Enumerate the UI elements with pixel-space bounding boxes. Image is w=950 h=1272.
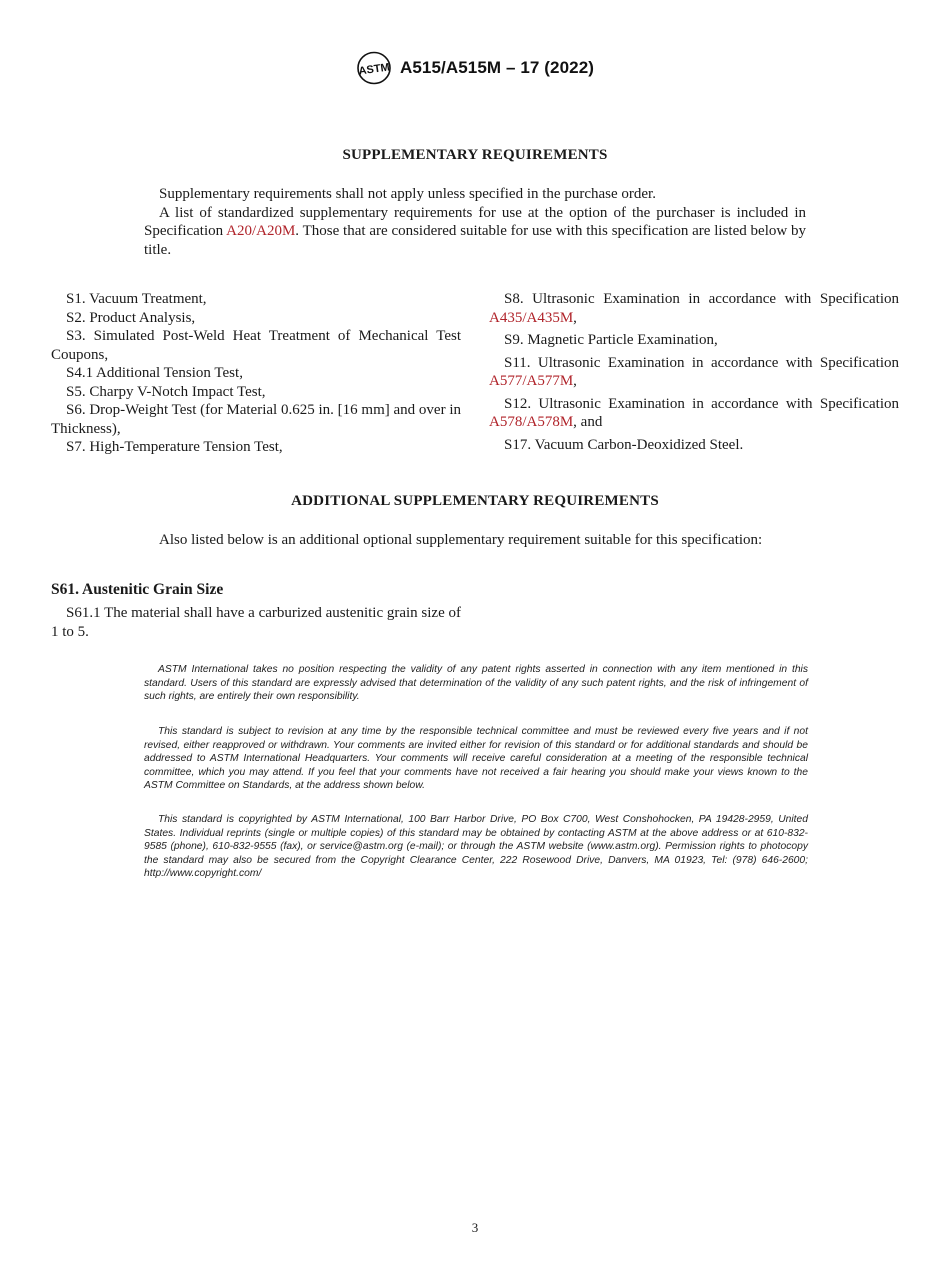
item-text: S9. Magnetic Particle Examination,: [504, 332, 718, 348]
legal-copyright-notice: This standard is copyrighted by ASTM International, 100 Barr Harbor Drive, PO Box C700, West Conshohocken, PA 19428-2959, United States. Individual reprints (single or multiple copies) of this standard may be obtained by contacting ASTM at the above address or at 610-832-9585 (phone), 610-832-9555 (fax), or service@astm.org (e-mail); or through the ASTM website (www.astm.org). Permission rights to photocopy the standard may also be secured from the Copyright Clearance Center, 222 Rosewood Drive, Danvers, MA 01923, Tel: (978) 646-2600; http://www.copyright.com/: [144, 814, 808, 879]
list-item-s12: [489, 395, 899, 432]
list-item-s9: [489, 331, 899, 350]
supplementary-title: SUPPLEMENTARY REQUIREMENTS: [342, 147, 608, 163]
legal-revision-notice: This standard is subject to revision at any time by the responsible technical committee and must be reviewed every five years and if not revised, either reapproved or withdrawn. Your comments are invited either for revision of this standard or for additional standards and should be addressed to ASTM International Headquarters. Your comments will receive careful consideration at a meeting of the responsible technical committee, which you may attend. If you feel that your comments have not received a fair hearing you should make your views known to the ASTM Committee on Standards, at the address shown below.: [144, 726, 808, 791]
item-suffix: ,: [573, 373, 577, 389]
list-item: S3. Simulated Post-Weld Heat Treatment of Mechanical Test Coupons,: [51, 328, 461, 363]
list-item: S4.1 Additional Tension Test,: [66, 365, 243, 381]
list-item-s8: [489, 290, 899, 327]
document-id: A515/A515M – 17 (2022): [399, 58, 595, 77]
a20-link[interactable]: A20/A20M: [226, 223, 296, 239]
page-number: 3: [471, 1220, 479, 1235]
intro-paragraph-1: Supplementary requirements shall not apply unless specified in the purchase order.: [159, 186, 656, 202]
astm-logo-text: ASTM: [357, 61, 391, 78]
a578-link[interactable]: A578/A578M: [489, 414, 574, 430]
requirements-list-right: [489, 290, 899, 458]
item-text: S11. Ultrasonic Examination in accordance with Specification: [504, 354, 899, 371]
astm-logo-icon: [356, 51, 392, 85]
s61-paragraph: S61.1 The material shall have a carburized austenitic grain size of 1 to 5.: [51, 605, 461, 640]
list-item: S2. Product Analysis,: [66, 309, 196, 326]
intro-text: A list of standardized supplementary requirements for use at the option of the purchaser is included in Specification: [144, 204, 806, 239]
intro-paragraph-2: [144, 204, 806, 260]
additional-intro: Also listed below is an additional optional supplementary requirement suitable for this specification:: [159, 532, 763, 548]
s61-heading: S61. Austenitic Grain Size: [51, 581, 224, 598]
list-item-s11: [489, 354, 899, 391]
legal-patent-notice: ASTM International takes no position respecting the validity of any patent rights asserted in connection with any item mentioned in this standard. Users of this standard are expressly advised that determination of the validity of any such patent rights, and the risk of infringement of such rights, are entirely their own responsibility.: [144, 664, 808, 702]
item-suffix: ,: [573, 309, 577, 326]
list-item-s17: [489, 436, 899, 455]
item-text: S8. Ultrasonic Examination in accordance with Specification: [504, 291, 899, 307]
list-item: S5. Charpy V-Notch Impact Test,: [66, 383, 266, 400]
list-item: S1. Vacuum Treatment,: [66, 291, 207, 307]
list-item: S6. Drop-Weight Test (for Material 0.625 in. [16 mm] and over in Thickness),: [51, 402, 461, 437]
additional-title: ADDITIONAL SUPPLEMENTARY REQUIREMENTS: [291, 493, 659, 509]
page-header: [0, 50, 950, 86]
item-text: S17. Vacuum Carbon-Deoxidized Steel.: [504, 436, 744, 453]
a577-link[interactable]: A577/A577M: [489, 373, 574, 389]
item-suffix: , and: [573, 414, 603, 430]
list-item: S7. High-Temperature Tension Test,: [66, 439, 283, 455]
requirements-list-left: [51, 290, 461, 457]
a435-link[interactable]: A435/A435M: [489, 309, 574, 326]
intro-text-end: . Those that are considered suitable for use with this specification are listed below by title.: [144, 223, 807, 258]
supplementary-intro: [144, 185, 806, 259]
item-text: S12. Ultrasonic Examination in accordance with Specification: [504, 395, 899, 412]
